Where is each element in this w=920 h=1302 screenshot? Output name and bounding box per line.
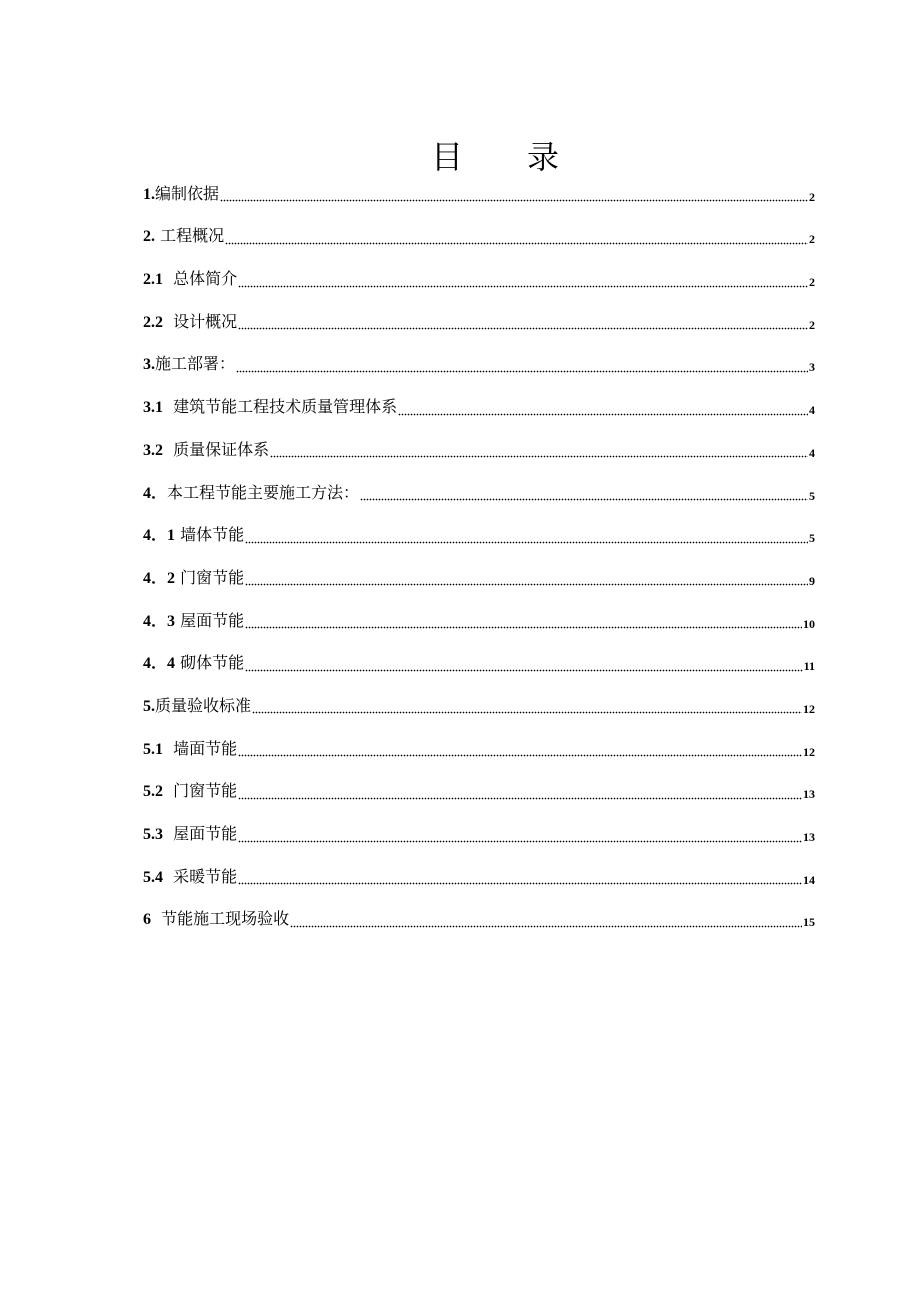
toc-entry[interactable]	[143, 552, 815, 595]
toc-page-number: 4	[809, 445, 815, 460]
toc-dot-leader	[238, 754, 802, 758]
toc-entry[interactable]	[143, 211, 815, 254]
toc-dot-leader	[245, 626, 802, 630]
toc-entry-label	[143, 568, 244, 589]
toc-page-number: 13	[803, 830, 815, 844]
toc-dot-leader	[245, 668, 803, 672]
toc-entry-label	[143, 739, 237, 760]
toc-page-number: 5	[809, 531, 815, 546]
toc-dot-leader	[290, 924, 802, 928]
toc-entry[interactable]	[143, 381, 815, 424]
toc-entry[interactable]	[143, 723, 815, 766]
toc-dot-leader	[238, 796, 802, 800]
toc-page-number: 11	[803, 659, 815, 674]
toc-entry-label	[143, 397, 397, 418]
toc-entry-text: 墙体节能	[175, 525, 245, 545]
toc-entry-text: 编制依据	[155, 183, 220, 203]
toc-entry-number: 3.2	[143, 441, 163, 459]
toc-entry-label	[143, 611, 244, 632]
toc-entry[interactable]	[143, 296, 815, 339]
toc-entry[interactable]	[143, 766, 815, 809]
page-title-part1: 目	[430, 138, 463, 177]
toc-entry-number: 5.2	[143, 783, 163, 801]
toc-entry-text: 建筑节能工程技术质量管理体系	[163, 397, 398, 417]
toc-dot-leader	[360, 498, 808, 502]
page-title-part2: 录	[527, 138, 560, 177]
toc-page-number: 9	[809, 573, 815, 588]
toc-dot-leader	[270, 455, 808, 459]
toc-entry-text: 施工部署：	[155, 354, 236, 374]
toc-entry-label	[143, 440, 269, 461]
toc-entry-text: 工程概况	[155, 226, 225, 246]
toc-entry-label	[143, 867, 237, 888]
toc-entry-number: 2.1	[143, 271, 163, 289]
toc-entry-label	[143, 653, 244, 674]
toc-entry-label	[143, 184, 219, 205]
toc-entry-label	[143, 824, 237, 845]
toc-page-number: 2	[809, 275, 815, 290]
toc-entry-text: 屋面节能	[175, 610, 245, 630]
toc-dot-leader	[225, 241, 808, 245]
toc-page-number: 13	[803, 787, 815, 802]
toc-entry-text: 屋面节能	[163, 824, 238, 843]
toc-entry-number: 4．1	[143, 527, 176, 545]
toc-entry[interactable]	[143, 339, 815, 382]
toc-entry[interactable]	[143, 168, 815, 211]
toc-entry-number: 5.	[143, 697, 155, 715]
toc-page-number: 14	[803, 872, 815, 887]
toc-entry-text: 质量验收标准	[155, 695, 252, 715]
toc-entry[interactable]	[143, 808, 815, 851]
toc-entry-label	[143, 525, 244, 546]
toc-dot-leader	[238, 284, 808, 288]
toc-dot-leader	[252, 711, 802, 715]
toc-entry-text: 门窗节能	[163, 781, 238, 801]
toc-dot-leader	[245, 583, 808, 587]
toc-entry-label	[143, 909, 289, 930]
toc-page-number: 2	[809, 189, 815, 204]
toc-entry-label	[143, 226, 224, 247]
toc-entry[interactable]	[143, 467, 815, 510]
toc-entry-number: 5.3	[143, 826, 163, 843]
toc-entry-label	[143, 354, 235, 375]
toc-entry-text: 门窗节能	[175, 567, 245, 587]
toc-dot-leader	[245, 540, 808, 544]
toc-dot-leader	[236, 369, 808, 373]
toc-entry-label	[143, 781, 237, 802]
toc-entry[interactable]	[143, 424, 815, 467]
toc-entry-number: 5.4	[143, 868, 163, 886]
toc-entry-label	[143, 483, 359, 504]
toc-entry[interactable]	[143, 894, 815, 937]
toc-entry-text: 质量保证体系	[163, 439, 270, 459]
toc-entry-text: 墙面节能	[163, 738, 238, 758]
toc-entry[interactable]	[143, 595, 815, 638]
toc-dot-leader	[238, 839, 802, 843]
toc-entry-number: 3.1	[143, 399, 163, 417]
toc-page-number: 15	[803, 915, 815, 930]
toc-entry[interactable]	[143, 638, 815, 681]
toc-page-number: 5	[809, 488, 815, 503]
toc-entry-text: 节能施工现场验收	[151, 909, 290, 929]
toc-dot-leader	[238, 882, 802, 886]
toc-entry-text: 本工程节能主要施工方法：	[167, 482, 360, 502]
toc-page-number: 12	[803, 744, 815, 759]
toc-entry[interactable]	[143, 851, 815, 894]
toc-entry-number: 4．3	[143, 612, 176, 630]
toc-entry-label	[143, 696, 251, 717]
toc-entry-label	[143, 269, 237, 290]
toc-dot-leader	[220, 199, 808, 203]
toc-entry[interactable]	[143, 680, 815, 723]
toc-entry-number: 2.	[143, 228, 155, 246]
toc-entry-number: 6	[143, 911, 151, 929]
toc-dot-leader	[238, 327, 808, 331]
toc-dot-leader	[398, 412, 808, 416]
toc-page-number: 3	[809, 360, 815, 375]
toc-entry-number: 1.	[143, 185, 155, 203]
table-of-contents	[143, 168, 815, 936]
toc-page-number: 10	[803, 616, 815, 631]
toc-page-number: 12	[803, 701, 815, 716]
toc-entry-number: 4．	[143, 484, 168, 502]
toc-entry-text: 设计概况	[163, 311, 238, 331]
toc-page-number: 2	[809, 232, 815, 247]
toc-entry-number: 5.1	[143, 740, 163, 758]
toc-entry-text: 采暖节能	[163, 866, 238, 886]
toc-page-number: 4	[809, 403, 815, 418]
toc-entry-text: 砌体节能	[175, 653, 245, 673]
toc-entry-number: 4．2	[143, 569, 176, 587]
toc-entry-number: 2.2	[143, 313, 163, 331]
toc-entry-text: 总体简介	[163, 269, 238, 289]
toc-entry[interactable]	[143, 253, 815, 296]
toc-entry-number: 4．4	[143, 655, 176, 673]
toc-page-number: 2	[809, 317, 815, 332]
toc-entry-label	[143, 312, 237, 333]
toc-entry[interactable]	[143, 510, 815, 553]
toc-entry-number: 3.	[143, 356, 155, 374]
